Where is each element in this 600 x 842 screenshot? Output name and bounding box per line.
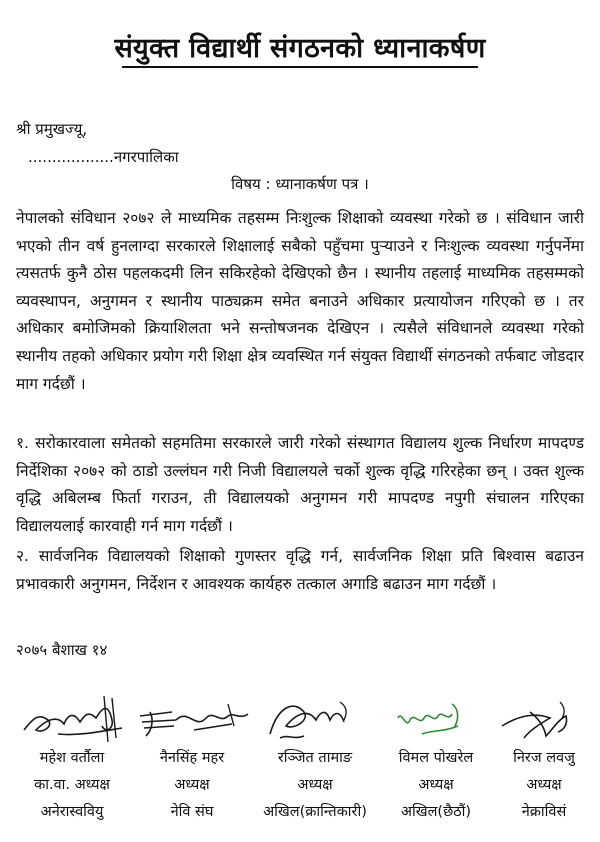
signatory-4 — [374, 745, 498, 826]
signatory-role: अध्यक्ष — [174, 777, 210, 793]
signatory-org: नेक्राविसं — [521, 804, 567, 820]
signatory-name: महेश वर्तौला — [39, 750, 105, 766]
signatory-1 — [6, 745, 138, 826]
demand-paragraph-1: १. सरोकारवाला समेतको सहमतिमा सरकारले जारी गरेको संस्थागत विद्यालय शुल्क निर्धारण मापदण्ड निर्देशिका २०७२ को ठाडो उल्लंघन गरी निजी विद्यालयले चर्को शुल्क वृद्धि गरिरहेका छन् । उक्त शुल्क वृद्धि अबिलम्ब फिर्ता गराउन, ती विद्यालयको अनुगमन गरी मापदण्ड नपुगी संचालन गरिएका विद्यालयलाई कारवाही गर्न माग गर्दछौं । — [16, 434, 584, 535]
signatory-3 — [250, 745, 380, 826]
signature-row — [0, 690, 600, 750]
signatory-name: विमल पोखरेल — [398, 750, 474, 766]
signatory-2 — [132, 745, 252, 826]
signatory-org: अनेरास्ववियु — [40, 804, 104, 820]
signatory-5 — [492, 745, 596, 826]
signatory-name: निरज लवजु — [513, 750, 575, 766]
recipient-line: ..................नगरपालिका — [28, 148, 179, 166]
signatory-role: का.वा. अध्यक्ष — [34, 777, 110, 793]
signatory-org: अखिल(क्रान्तिकारी) — [263, 804, 367, 820]
letter-date: २०७५ बैशाख १४ — [16, 641, 108, 659]
intro-paragraph: नेपालको संविधान २०७२ ले माध्यमिक तहसम्म निःशुल्क शिक्षाको व्यवस्था गरेको छ । संविधान जारी भएको तीन वर्ष हुनलाग्दा सरकारले शिक्षालाई सबैको पहुँचमा पुऱ्याउने र निःशुल्क व्यवस्था गर्नुपर्नेमा त्यसतर्फ कुनै ठोस पहलकदमी लिन सकिरहेको देखिएको छैन । स्थानीय तहलाई माध्यमिक तहसम्मको व्यवस्थापन, अनुगमन र स्थानीय पाठ्यक्रम समेत बनाउने अधिकार प्रत्यायोजन गरिएको छ । तर अधिकार बमोजिमको क्रियाशिलता भने सन्तोषजनक देखिएन । त्यसैले संविधानले व्यवस्था गरेको स्थानीय तहको अधिकार प्रयोग गरी शिक्षा क्षेत्र व्यवस्थित गर्न संयुक्त विद्यार्थी संगठनको तर्फबाट जोडदार माग गर्दछौं । — [16, 209, 584, 393]
signatory-name: रञ्जित तामाङ — [277, 750, 353, 766]
signatory-name: नैनसिंह महर — [159, 750, 225, 766]
signature-ranjit — [264, 690, 354, 750]
signatory-role: अध्यक्ष — [418, 777, 454, 793]
signature-nainsingh — [136, 690, 254, 750]
demand-paragraph-2: २. सार्वजनिक विद्यालयको शिक्षाको गुणस्तर वृद्धि गर्न, सार्वजनिक शिक्षा प्रति बिश्वास बढाउन प्रभावकारी अनुगमन, निर्देशन र आवश्यक कार्यहरु तत्काल अगाडि बढाउन माग गर्दछौं । — [16, 547, 584, 593]
signatory-role: अध्यक्ष — [297, 777, 333, 793]
subject-line: विषय : ध्यानाकर्षण पत्र । — [231, 175, 369, 193]
signature-niraj — [494, 690, 576, 750]
page-title: संयुक्त विद्यार्थी संगठनको ध्यानाकर्षण — [114, 33, 486, 64]
title-underline — [122, 66, 478, 68]
signatory-org: अखिल(छैठौं) — [400, 804, 472, 820]
signature-bimal — [392, 690, 472, 750]
salutation: श्री प्रमुखज्यू, — [16, 120, 88, 138]
signature-mahesh — [18, 690, 130, 750]
signatory-org: नेवि संघ — [170, 804, 214, 820]
signatory-role: अध्यक्ष — [526, 777, 562, 793]
